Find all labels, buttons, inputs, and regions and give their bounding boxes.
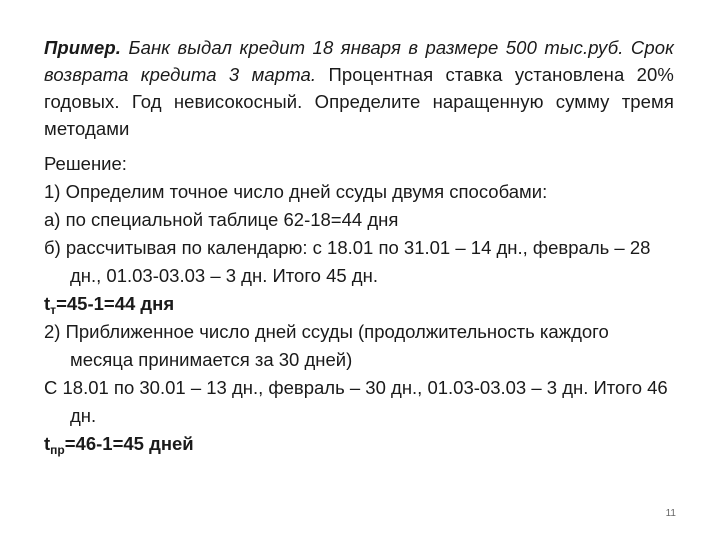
formula-value: =46-1=45 дней bbox=[64, 433, 194, 454]
formula-symbol: t bbox=[44, 433, 51, 454]
step-1: 1) Определим точное число дней ссуды двумя способами: bbox=[44, 181, 548, 202]
formula-subscript: пр bbox=[50, 443, 65, 457]
solution-heading: Решение: bbox=[44, 153, 127, 174]
formula-subscript: т bbox=[50, 303, 57, 317]
solution bbox=[44, 150, 674, 458]
step-2: 2) Приближенное число дней ссуды (продолжительность каждого месяца принимается за 30 дней) bbox=[44, 321, 609, 370]
step-2-calc: С 18.01 по 30.01 – 13 дн., февраль – 30 дн., 01.03-03.03 – 3 дн. Итого 46 дн. bbox=[44, 377, 668, 426]
problem-label: Пример. bbox=[44, 37, 122, 58]
formula-value: =45-1=44 дня bbox=[56, 293, 175, 314]
problem-plain-text: Процентная ставка установлена 20% годовых. Год невисокосный. Определите наращенную сумму тремя методами bbox=[44, 64, 674, 139]
formula-approx-days bbox=[44, 430, 674, 458]
step-1b: б) рассчитывая по календарю: с 18.01 по 31.01 – 14 дн., февраль – 28 дн., 01.03-03.03 – 3 дн. Итого 45 дн. bbox=[44, 237, 651, 286]
problem-statement bbox=[44, 34, 674, 142]
page-number: 11 bbox=[665, 508, 676, 519]
problem-italic-text: Банк выдал кредит 18 января в размере 500 тыс.руб. Срок возврата кредита 3 марта. bbox=[44, 37, 674, 85]
formula-symbol: t bbox=[44, 293, 51, 314]
step-1a: а) по специальной таблице 62-18=44 дня bbox=[44, 209, 399, 230]
formula-exact-days bbox=[44, 290, 674, 318]
